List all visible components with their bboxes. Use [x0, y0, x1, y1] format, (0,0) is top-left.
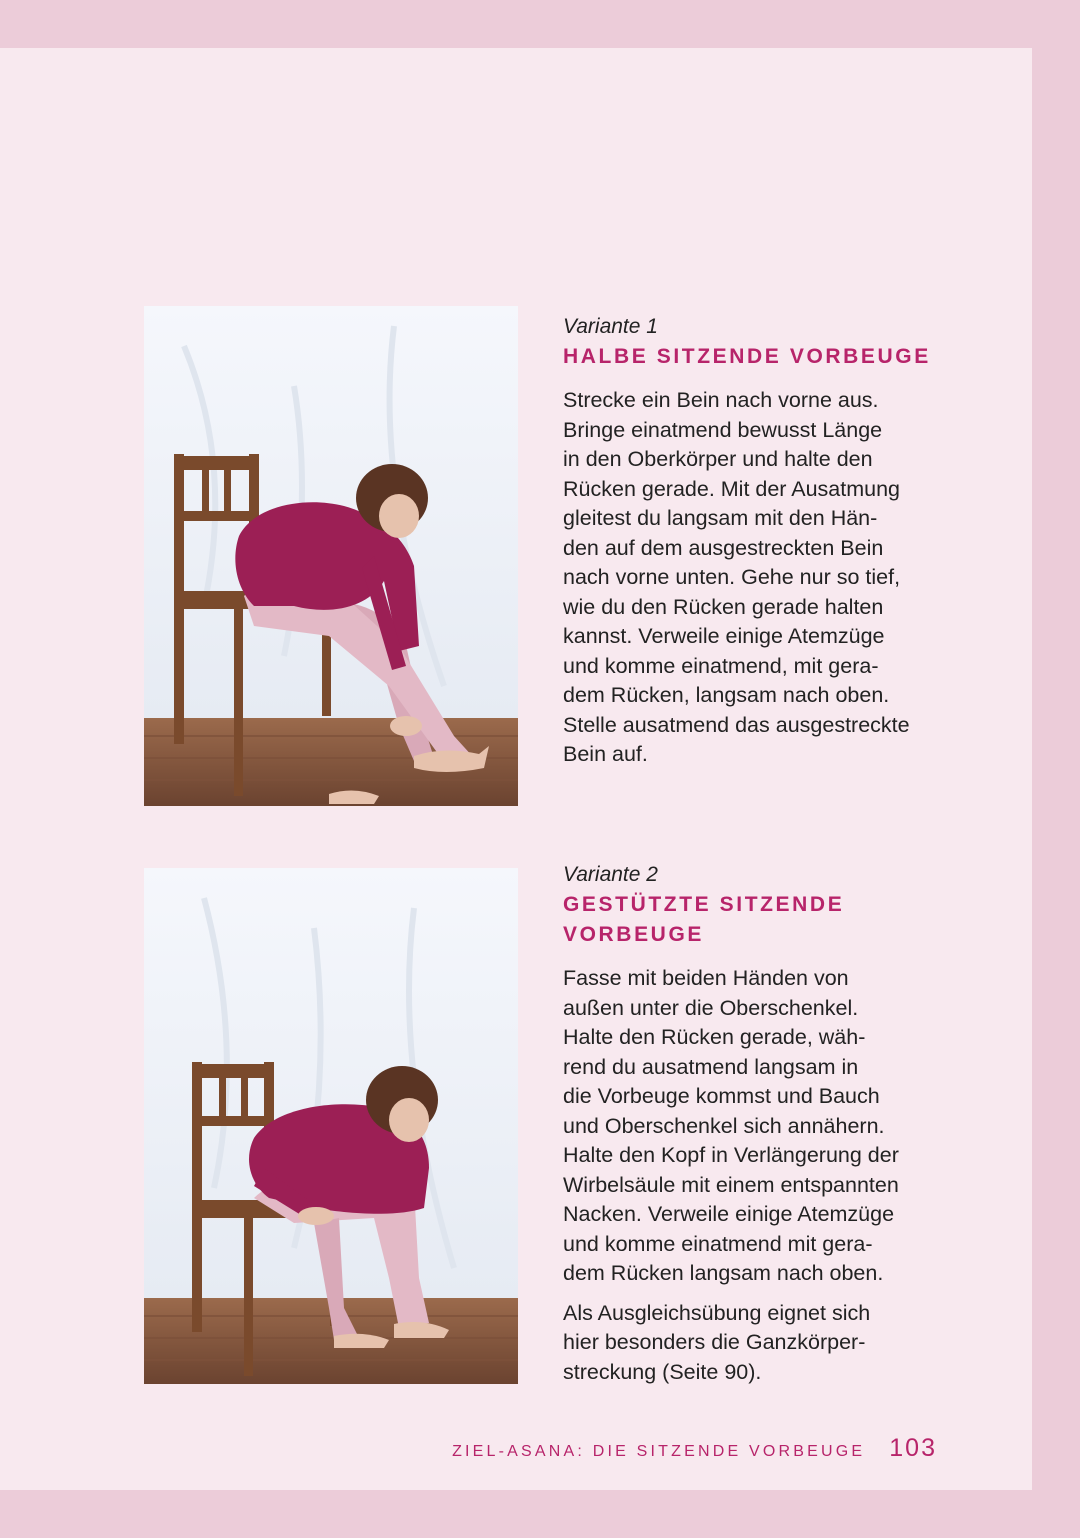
variant-2-title-line-1: GESTÜTZTE SITZENDE [563, 893, 845, 916]
footer-chapter-label: ZIEL-ASANA: DIE SITZENDE VORBEUGE [452, 1443, 866, 1460]
variant-2-section [563, 862, 963, 1397]
photo-variant-1-illustration [144, 306, 518, 806]
variant-2-title-line-2: VORBEUGE [563, 923, 704, 946]
photo-variant-2 [144, 868, 518, 1384]
variant-1-title: HALBE SITZENDE VORBEUGE [563, 345, 931, 368]
variant-2-note: Als Ausgleichsübung eignet sich hier besonders die Ganzkörper- streckung (Seite 90). [563, 1300, 871, 1384]
variant-2-title [563, 890, 963, 950]
page-footer [452, 1434, 937, 1463]
variant-2-body: Fasse mit beiden Händen von außen unter die Oberschenkel. Halte den Rücken gerade, wäh- rend du ausatmend langsam in die Vorbeuge kommst und Bauch und Oberschenkel sich annähern. Halte den Kopf in Verlängerung der Wirbelsäule mit einem entspannten Nacken. Verweile einige Atemzüge und komme einatmend mit gera- dem Rücken langsam nach oben. [563, 966, 899, 1285]
variant-2-label: Variante 2 [563, 863, 658, 886]
variant-1-section [563, 314, 963, 780]
variant-1-label: Variante 1 [563, 315, 658, 338]
page [0, 48, 1032, 1490]
photo-variant-1 [144, 306, 518, 806]
page-number: 103 [889, 1434, 937, 1462]
variant-1-body: Strecke ein Bein nach vorne aus. Bringe einatmend bewusst Länge in den Oberkörper und halte den Rücken gerade. Mit der Ausatmung gleitest du langsam mit den Hän- den auf dem ausgestreckten Bein nach vorne unten. Gehe nur so tief, wie du den Rücken gerade halten kannst. Verweile einige Atemzüge und komme einatmend, mit gera- dem Rücken, langsam nach oben. Stelle ausatmend das ausgestreckte Bein auf. [563, 388, 910, 766]
photo-variant-2-illustration [144, 868, 518, 1384]
